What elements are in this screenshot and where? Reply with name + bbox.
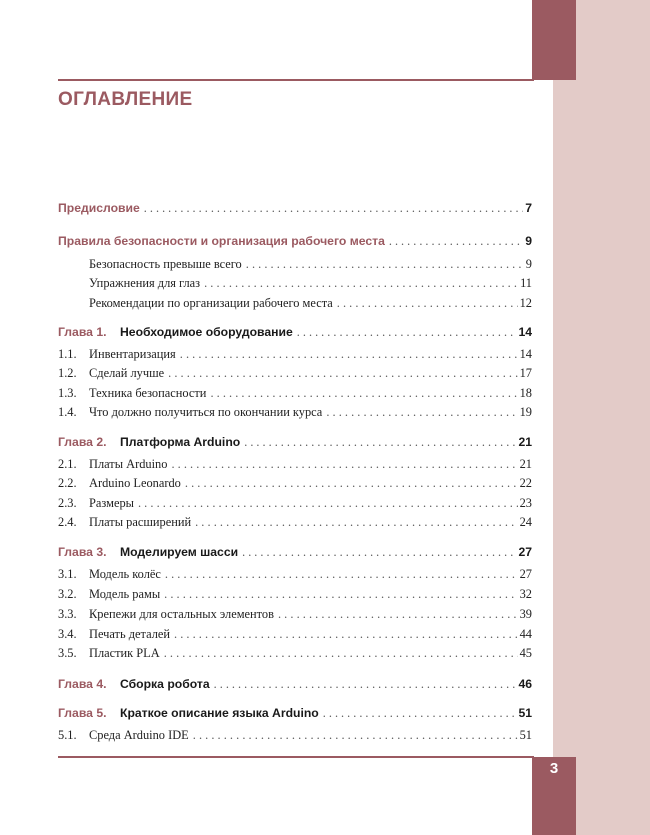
toc-entry-page: 27 bbox=[518, 545, 532, 559]
dot-leader bbox=[168, 366, 517, 381]
section-number: 3.2. bbox=[58, 587, 77, 601]
toc-section[interactable] bbox=[58, 627, 532, 642]
toc-entry-page: 39 bbox=[519, 607, 532, 621]
section-number: 3.5. bbox=[58, 646, 77, 660]
toc-entry-label: Среда Arduino IDE bbox=[89, 728, 189, 742]
toc-entry-page: 46 bbox=[518, 677, 532, 691]
toc-chapter-3[interactable] bbox=[58, 545, 532, 560]
toc-entry-label: Arduino Leonardo bbox=[89, 476, 181, 490]
toc-entry-preface[interactable] bbox=[58, 201, 532, 216]
chapter-number: Глава 2. bbox=[58, 435, 107, 449]
toc-section[interactable] bbox=[58, 515, 532, 530]
dot-leader bbox=[174, 627, 518, 642]
dot-leader bbox=[297, 325, 517, 340]
dot-leader bbox=[193, 728, 518, 743]
toc-entry-label: Что должно получиться по окончании курса bbox=[89, 405, 323, 419]
toc-entry-label: Сборка робота bbox=[120, 677, 210, 691]
toc-entry-label: Правила безопасности и организация рабочего места bbox=[58, 234, 385, 248]
dot-leader bbox=[138, 496, 518, 511]
toc-entry-page: 23 bbox=[519, 496, 532, 510]
toc-entry-label: Печать деталей bbox=[89, 627, 171, 641]
section-number: 1.4. bbox=[58, 405, 77, 419]
toc-chapter-4[interactable] bbox=[58, 677, 532, 692]
toc-entry-page: 9 bbox=[525, 257, 532, 271]
toc-entry-page: 18 bbox=[519, 386, 532, 400]
page-number: 3 bbox=[549, 760, 559, 777]
toc-section[interactable] bbox=[58, 476, 532, 491]
toc-entry-page: 17 bbox=[519, 366, 532, 380]
toc-entry-label: Платформа Arduino bbox=[120, 435, 241, 449]
toc-entry-label: Безопасность превыше всего bbox=[89, 257, 242, 271]
dot-leader bbox=[180, 347, 518, 362]
toc-section[interactable] bbox=[58, 496, 532, 511]
toc-chapter-2[interactable] bbox=[58, 435, 532, 450]
toc-entry-page: 27 bbox=[519, 567, 532, 581]
dot-leader bbox=[185, 476, 518, 491]
toc-entry-label: Размеры bbox=[89, 496, 134, 510]
toc-entry-page: 51 bbox=[518, 706, 532, 720]
toc-entry-page: 51 bbox=[519, 728, 532, 742]
toc-section[interactable] bbox=[58, 646, 532, 661]
toc-entry-label: Предисловие bbox=[58, 201, 140, 215]
dot-leader bbox=[165, 567, 518, 582]
toc-section[interactable] bbox=[58, 567, 532, 582]
toc-section[interactable] bbox=[58, 366, 532, 381]
dot-leader bbox=[171, 457, 517, 472]
dot-leader bbox=[337, 296, 518, 311]
section-number: 5.1. bbox=[58, 728, 77, 742]
dot-leader bbox=[326, 405, 517, 420]
top-accent-tab bbox=[532, 0, 576, 80]
chapter-number: Глава 5. bbox=[58, 706, 107, 720]
dot-leader bbox=[242, 545, 516, 560]
toc-entry-page: 14 bbox=[518, 325, 532, 339]
toc-section[interactable] bbox=[58, 587, 532, 602]
page-title: ОГЛАВЛЕНИЕ bbox=[58, 89, 193, 110]
toc-entry-label: Модель колёс bbox=[89, 567, 161, 581]
chapter-number: Глава 4. bbox=[58, 677, 107, 691]
toc-subentry[interactable] bbox=[89, 257, 532, 272]
toc-entry-page: 21 bbox=[518, 435, 532, 449]
dot-leader bbox=[389, 234, 523, 249]
bottom-rule bbox=[58, 756, 534, 758]
section-number: 2.1. bbox=[58, 457, 77, 471]
dot-leader bbox=[210, 386, 517, 401]
toc-entry-page: 32 bbox=[519, 587, 532, 601]
toc-chapter-5[interactable] bbox=[58, 706, 532, 721]
dot-leader bbox=[244, 435, 516, 450]
toc-entry-page: 11 bbox=[520, 276, 532, 290]
toc-entry-label: Упражнения для глаз bbox=[89, 276, 201, 290]
section-number: 3.4. bbox=[58, 627, 77, 641]
chapter-number: Глава 1. bbox=[58, 325, 107, 339]
toc-entry-label: Краткое описание языка Arduino bbox=[120, 706, 319, 720]
toc-entry-label: Рекомендации по организации рабочего места bbox=[89, 296, 333, 310]
section-number: 2.4. bbox=[58, 515, 77, 529]
toc-section[interactable] bbox=[58, 386, 532, 401]
toc-entry-label: Моделируем шасси bbox=[120, 545, 239, 559]
section-number: 1.1. bbox=[58, 347, 77, 361]
dot-leader bbox=[204, 276, 518, 291]
toc-section[interactable] bbox=[58, 457, 532, 472]
toc-entry-label: Платы Arduino bbox=[89, 457, 168, 471]
toc-entry-label: Необходимое оборудование bbox=[120, 325, 293, 339]
toc-subentry[interactable] bbox=[89, 296, 532, 311]
toc-entry-page: 21 bbox=[519, 457, 532, 471]
section-number: 2.3. bbox=[58, 496, 77, 510]
toc-entry-label: Инвентаризация bbox=[89, 347, 176, 361]
dot-leader bbox=[195, 515, 518, 530]
section-number: 3.1. bbox=[58, 567, 77, 581]
toc-subentry[interactable] bbox=[89, 276, 532, 291]
toc-entry-page: 12 bbox=[519, 296, 532, 310]
toc-entry-page: 44 bbox=[519, 627, 532, 641]
toc-entry-page: 14 bbox=[519, 347, 532, 361]
dot-leader bbox=[164, 587, 517, 602]
toc-entry-page: 22 bbox=[519, 476, 532, 490]
toc-section[interactable] bbox=[58, 728, 532, 743]
right-margin-band bbox=[553, 0, 650, 835]
dot-leader bbox=[278, 607, 518, 622]
toc-entry-page: 45 bbox=[519, 646, 532, 660]
toc-entry-label: Техника безопасности bbox=[89, 386, 207, 400]
section-number: 1.3. bbox=[58, 386, 77, 400]
chapter-number: Глава 3. bbox=[58, 545, 107, 559]
toc-entry-safety[interactable] bbox=[58, 234, 532, 249]
toc-section[interactable] bbox=[58, 607, 532, 622]
toc-entry-label: Сделай лучше bbox=[89, 366, 165, 380]
section-number: 1.2. bbox=[58, 366, 77, 380]
toc-section[interactable] bbox=[58, 405, 532, 420]
toc-entry-page: 24 bbox=[519, 515, 532, 529]
dot-leader bbox=[323, 706, 517, 721]
dot-leader bbox=[214, 677, 517, 692]
toc-entry-label: Пластик PLA bbox=[89, 646, 160, 660]
toc-entry-page: 9 bbox=[525, 234, 532, 248]
dot-leader bbox=[246, 257, 524, 272]
toc-entry-label: Платы расширений bbox=[89, 515, 192, 529]
toc-entry-page: 19 bbox=[519, 405, 532, 419]
toc-entry-page: 7 bbox=[525, 201, 532, 215]
toc-entry-label: Крепежи для остальных элементов bbox=[89, 607, 274, 621]
section-number: 2.2. bbox=[58, 476, 77, 490]
dot-leader bbox=[144, 201, 523, 216]
toc-entry-label: Модель рамы bbox=[89, 587, 161, 601]
toc-section[interactable] bbox=[58, 347, 532, 362]
dot-leader bbox=[164, 646, 518, 661]
top-rule bbox=[58, 79, 534, 81]
section-number: 3.3. bbox=[58, 607, 77, 621]
toc-chapter-1[interactable] bbox=[58, 325, 532, 340]
